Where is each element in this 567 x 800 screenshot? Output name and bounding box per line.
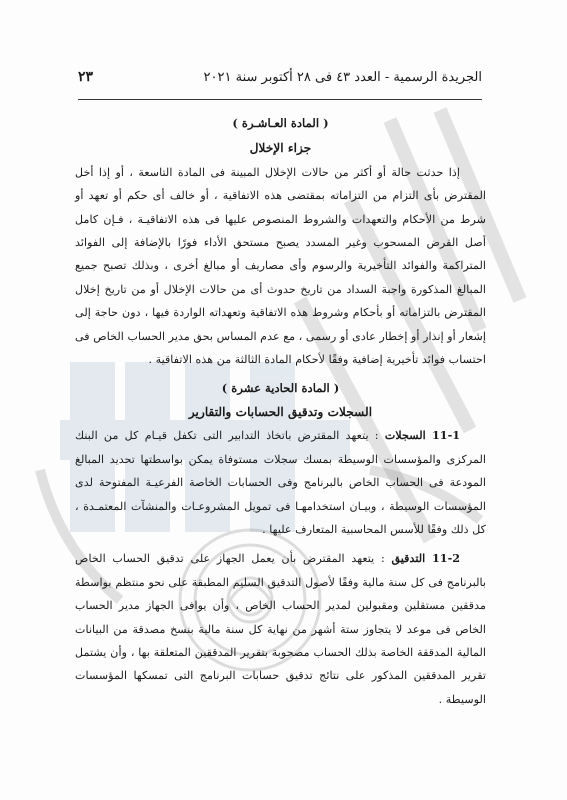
header-divider — [78, 99, 482, 100]
clause-11-1-label: السجلات — [384, 428, 426, 443]
clause-11-2 — [75, 547, 486, 711]
article-11-title: السجلات وتدقيق الحسابات والتقارير — [188, 404, 373, 419]
page-header — [78, 60, 482, 100]
article-10-paragraph: إذا حدثت حالة أو أكثر من حالات الإخلال المبينة فى المادة التاسعة ، أو إذا أخل المقترض بأى التزام من التزاماته بمقتضى هذه الاتفاقية ، أو خالف أى حكم أو تعهد أو شرط من الأحكام والتعهدات والشروط المنصوص عليها فى هذه الاتفاقيـة ، فـإن كامل أصل القرض المسحوب وغير المسدد يصبح مستحق الأداء فورًا بالإضافة إلى الفوائد المتراكمة والفوائد التأخيرية والرسوم وأى مصاريف أو مبالغ أخرى ، وبذلك تصبح جميع المبالغ المذكورة واجبة السداد من تاريخ حدوث أى من حالات الإخلال أو من تاريخ إخلال المقترض بالتزاماته أو بأحكام وشروط هذه الاتفاقية وتعهداته الواردة فيها ، دون حاجة إلى إشعار أو إنذار أو إخطار عادى أو رسمى ، مع عدم المساس بحق مدير الحساب الخاص فى احتساب فوائد تأخيرية إضافية وفقًا لأحكام المادة الثالثة من هذه الاتفاقية . — [74, 165, 486, 367]
clause-11-1-number: 11-1 — [432, 428, 460, 443]
clause-11-2-text: : يتعهد المقترض بأن يعمل الجهاز على تدقيق الحساب الخاص بالبرنامج فى كل سنة مالية وفقًا لأصول التدقيق السليم المطبقة على نحو منتظم بواسطة مدققين مستقلين ومقبولين لمدير الحساب الخاص ، وأن يوافى الجهاز مدير الحساب الخاص فى موعد لا يتجاوز ستة أشهر من نهاية كل سنة مالية بنسخ مصدقة من البيانات المالية المدققة الخاصة بذلك الحساب مصحوبة بتقرير المدققين المتعلقة بها ، وأن يشتمل تقرير المدققين المذكور على نتائج تدقيق حسابات البرنامج التى تمسكها المؤسسات الوسيطة . — [75, 552, 486, 706]
page-number: ٢٣ — [78, 69, 94, 85]
gazette-header-title: الجريدة الرسمية - العدد ٤٣ فى ٢٨ أكتوبر سنة ٢٠٢١ — [203, 70, 482, 85]
document-body — [75, 112, 486, 711]
clause-11-1 — [75, 424, 486, 541]
clause-11-1-text: : يتعهد المقترض باتخاذ التدابير التى تكفل قيـام كل من البنك المركزى والمؤسسات الوسيطة بمسك سجلات مستوفاة يمكن بواسطتها تحديد المبالغ المودعة فى الحساب الخاص بالبرنامج وفى الحسابات الخاصة الفرعيـة المفتوحة لدى المؤسسات الوسيطة ، وبيـان استخدامهـا فى تمويل المشروعـات والمنشآت المعتمـدة ، كل ذلك وفقًا للأسس المحاسبية المتعارف عليها . — [75, 429, 486, 536]
clause-11-2-label: التدقيق — [391, 551, 426, 566]
article-10-heading: ( المادة العـاشـرة ) — [232, 116, 329, 130]
article-11-heading: ( المادة الحادية عشرة ) — [221, 381, 340, 396]
article-10-title: جزاء الإخلال — [249, 141, 312, 156]
clause-11-2-number: 11-2 — [432, 551, 461, 566]
